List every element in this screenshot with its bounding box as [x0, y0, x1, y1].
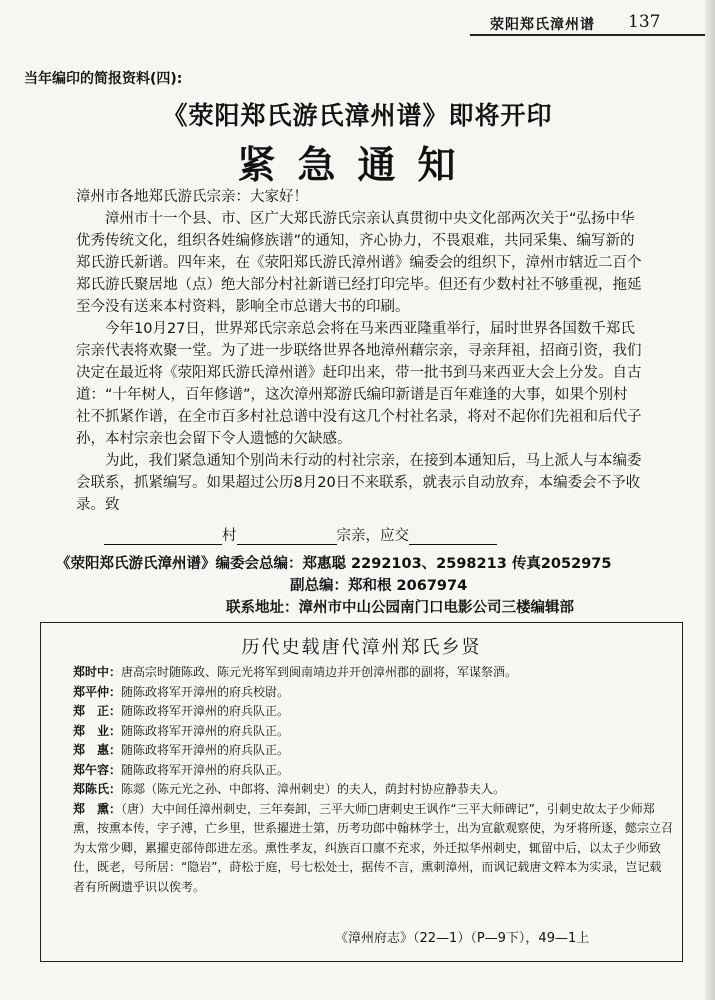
notice-letter: [76, 186, 642, 516]
header-rule: [470, 34, 715, 36]
figure-name: 郑时中：: [73, 665, 122, 679]
contact-block: [56, 553, 666, 619]
figure-description: 随陈政将军开漳州的府兵校尉。: [121, 684, 290, 699]
letter-salutation: 漳州市各地郑氏游氏宗亲：大家好！: [76, 189, 308, 205]
blank-line: [409, 530, 497, 545]
deputy-editor-line: 副总编：郑和根 2067974: [290, 578, 468, 594]
list-item: [73, 702, 673, 722]
figure-name: 郑平仲：: [73, 684, 122, 699]
page-edge-shadow: [705, 0, 715, 1000]
figure-name: 郑 惠：: [73, 743, 122, 757]
figure-description: 唐高宗时随陈政、陈元光将军到闽南靖边并开创漳州郡的副将，军谋祭酒。: [121, 665, 518, 679]
figure-description: 随陈政将军开漳州的府兵队正。: [121, 762, 290, 777]
chief-editor-line: 《荥阳郑氏游氏漳州谱》编委会总编：郑惠聪 2292103、2598213 传真2052975: [56, 556, 612, 572]
blank-line: [237, 530, 337, 545]
figure-name: 郑 正：: [73, 704, 122, 718]
figure-description: 随陈政将军开漳州的府兵队正。: [121, 723, 290, 738]
running-header: [0, 6, 715, 40]
source-citation: 《漳州府志》（22—1）（P—9下），49—1上: [335, 931, 590, 946]
fill-village-label: 村: [222, 528, 237, 544]
figure-description: 随陈政将军开漳州的府兵队正。: [121, 743, 290, 757]
list-item: [73, 761, 673, 781]
figure-name: 郑 业：: [73, 723, 122, 738]
figure-name: 郑陈氏：: [73, 782, 122, 796]
historical-figures-box: [40, 622, 683, 962]
figures-list: [73, 663, 673, 897]
fill-in-line: [104, 524, 564, 546]
urgent-notice-title: 紧急通知: [237, 142, 478, 187]
figure-description: 随陈政将军开漳州的府兵队正。: [121, 704, 290, 718]
blank-line: [104, 530, 222, 545]
list-item: [73, 800, 673, 898]
section-label: 当年编印的简报资料(四):: [24, 71, 183, 87]
figure-description: （唐）大中间任漳州刺史，三年奏卸，三平大师□唐刺史王讽作“三平大师碑记”，引刺史故太子少师郑熏，按熏本传，字子溥，亡乡里，世系擢进士第，历考功郎中翰林学士，出为宣歙观察使，为牙将所逐，懿宗立召为太常少卿，累擢吏部侍郎进左丞。熏性孝友，纠族百口廪不充求，外迁拟华州刺史，辄留中后，以太子少师致仕，既老，号所居：“隐岩”，莳松于庭，号七松处士，据传不言，熏刺漳州，而讽记载唐文粹本为实录，岂记载者有所阙遗乎识以俟考。: [73, 801, 674, 894]
contact-address-line: 联系地址：漳州市中山公园南门口电影公司三楼编辑部: [226, 600, 574, 616]
figure-description: 陈郯（陈元光之孙、中郎将、漳州刺史）的夫人，荫封村协应静恭夫人。: [121, 782, 506, 796]
letter-paragraph-1: 漳州市十一个县、市、区广大郑氏游氏宗亲认真贯彻中央文化部两次关于“弘扬中华优秀传统文化，组织各姓编修族谱”的通知，齐心协力，不畏艰难，共同采集、编写新的郑氏游氏新谱。四年来，在《荥阳郑氏游氏漳州谱》编委会的组织下，漳州市辖近二百个郑氏游氏聚居地（点）绝大部分村社新谱已经打印完毕。但还有少数村社不够重视，拖延至今没有送来本村资料，影响全市总谱大书的印刷。: [76, 211, 642, 315]
letter-paragraph-3: 为此，我们紧急通知个别尚未行动的村社宗亲，在接到本通知后，马上派人与本编委会联系，抓紧编写。如果超过公历8月20日不来联系，就表示自动放弃，本编委会不予收录。致: [76, 453, 642, 513]
page-number: 137: [628, 12, 661, 32]
figure-name: 郑午容：: [73, 762, 122, 777]
list-item: [73, 683, 673, 703]
figure-name: 郑 熏：: [73, 801, 122, 816]
list-item: [73, 780, 673, 800]
list-item: [73, 663, 673, 683]
list-item: [73, 722, 673, 742]
announcement-title: 《荥阳郑氏游氏漳州谱》即将开印: [162, 101, 553, 130]
running-header-title: 荥阳郑氏漳州谱: [490, 17, 595, 33]
list-item: [73, 741, 673, 761]
letter-paragraph-2: 今年10月27日，世界郑氏宗亲总会将在马来西亚隆重举行，届时世界各国数千郑氏宗亲代表将欢聚一堂。为了进一步联络世界各地漳州藉宗亲，寻亲拜祖，招商引资，我们决定在最近将《荥阳郑氏游氏漳州谱》赶印出来，带一批书到马来西亚大会上分发。自古道：“十年树人，百年修谱”，这次漳州郑游氏编印新谱是百年难逢的大事，如果个别村社不抓紧作谱，在全市百多村社总谱中没有这几个村社名录，将对不起你们先祖和后代子孙，本村宗亲也会留下令人遗憾的欠缺感。: [76, 321, 642, 447]
fill-kin-label: 宗亲，应交: [336, 528, 409, 544]
box-title: 历代史载唐代漳州郑氏乡贤: [241, 637, 482, 658]
